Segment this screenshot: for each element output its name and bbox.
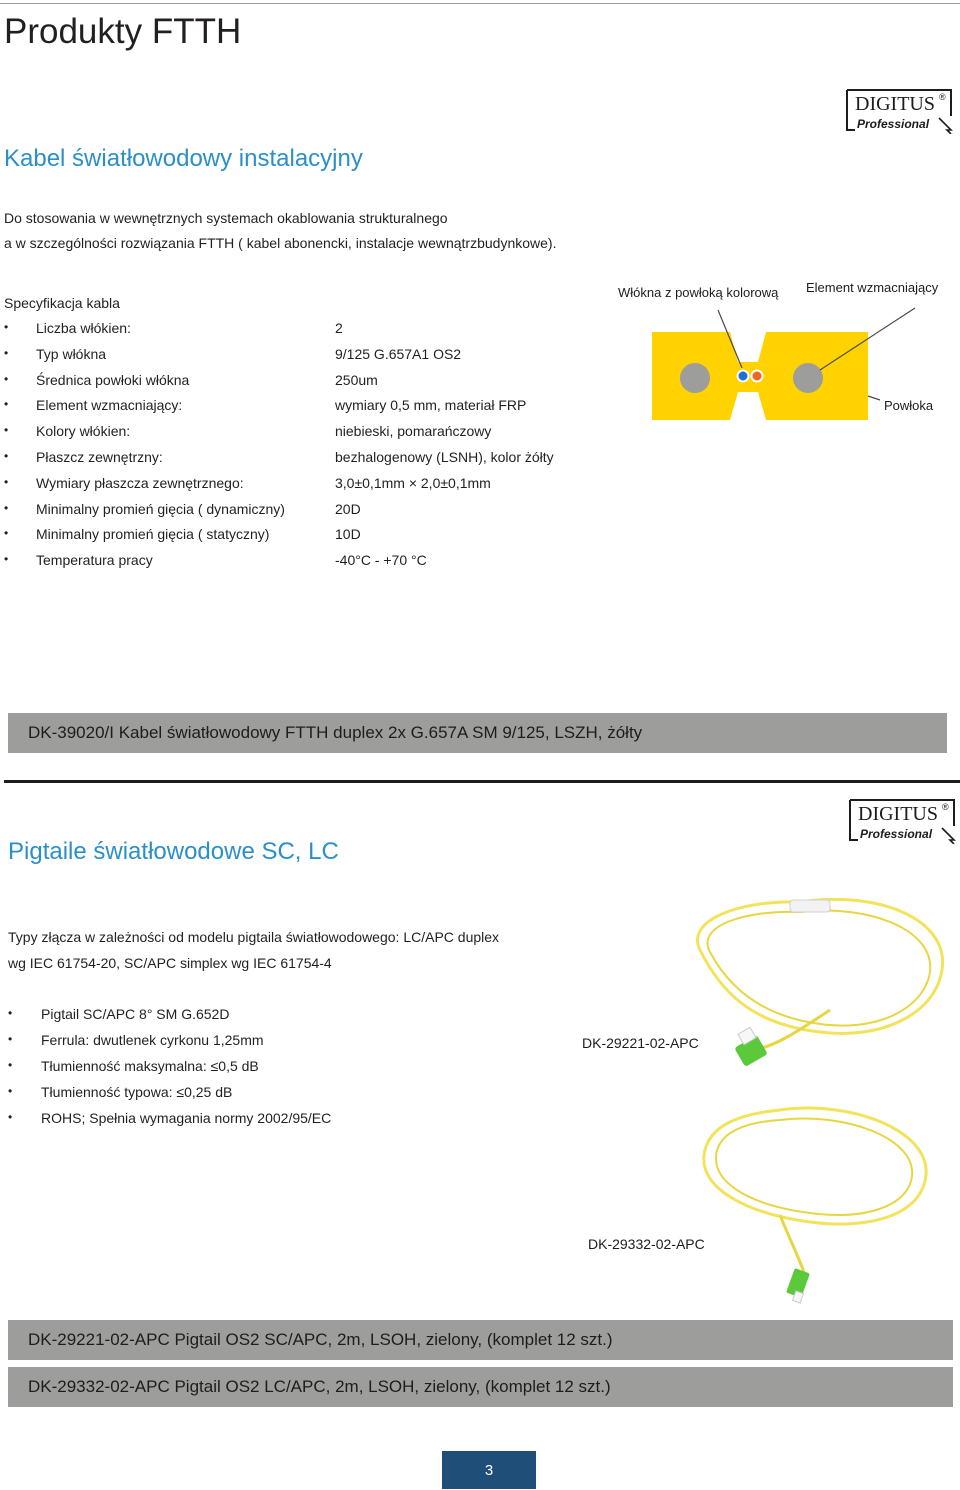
list-item: • Tłumienność typowa: ≤0,25 dB [8,1084,233,1100]
svg-text:Professional: Professional [860,827,933,841]
spec-row: • Kolory włókien: niebieski, pomarańczowy [4,423,492,440]
svg-text:DIGITUS: DIGITUS [855,93,935,115]
spec-row: • Liczba włókien: 2 [4,320,343,336]
spec-heading: Specyfikacja kabla [4,295,120,311]
cable-cross-section-diagram [640,300,960,440]
cable-section-title: Kabel światłowodowy instalacyjny [4,145,363,172]
svg-text:®: ® [942,802,949,812]
list-item: • ROHS; Spełnia wymagania normy 2002/95/EC [8,1110,332,1126]
lc-product-banner: DK-29332-02-APC Pigtail OS2 LC/APC, 2m, LSOH, zielony, (komplet 12 szt.) [8,1367,953,1407]
diagram-label-strength: Element wzmacniający [806,280,939,295]
strength-member-left [680,363,710,393]
spec-row: • Wymiary płaszcza zewnętrznego: 3,0±0,1mm × 2,0±0,1mm [4,474,491,491]
cable-intro-line1: Do stosowania w wewnętrznych systemach okablowania strukturalnego [4,210,448,226]
svg-text:DIGITUS: DIGITUS [858,803,938,825]
diagram-label-coating: Powłoka [884,398,934,413]
sc-product-banner: DK-29221-02-APC Pigtail OS2 SC/APC, 2m, LSOH, zielony, (komplet 12 szt.) [8,1320,953,1360]
cable-intro-line2: a w szczególności rozwiązania FTTH ( kabel abonencki, instalacje wewnątrzbudynkowe). [4,235,557,251]
lc-pigtail-image [690,1100,940,1310]
spec-row: • Element wzmacniający: wymiary 0,5 mm, materiał FRP [4,397,527,414]
diagram-label-fibers: Włókna z powłoką kolorową [618,285,779,300]
pigtail-feature-list [8,1001,568,1131]
top-rule [0,3,960,4]
svg-text:Professional: Professional [857,117,930,131]
spec-row: • Płaszcz zewnętrzny: bezhalogenowy (LSNH), kolor żółty [4,448,554,465]
product-label-sc: DK-29221-02-APC [582,1035,699,1051]
spec-list [4,316,604,574]
list-item: • Ferrula: dwutlenek cyrkonu 1,25mm [8,1032,264,1048]
spec-row: • Minimalny promień gięcia ( dynamiczny) 20D [4,500,361,517]
pigtails-intro-line2: wg IEC 61754-20, SC/APC simplex wg IEC 61754-4 [8,955,332,971]
digitus-logo [846,796,958,849]
cable-product-banner: DK-39020/I Kabel światłowodowy FTTH duplex 2x G.657A SM 9/125, LSZH, żółty [8,713,947,753]
sc-pigtail-image [680,890,960,1090]
section-divider [4,780,960,783]
pigtails-section-title: Pigtaile światłowodowe SC, LC [8,838,339,865]
svg-text:®: ® [939,92,946,102]
spec-row: • Minimalny promień gięcia ( statyczny) 10D [4,526,361,543]
spec-row: • Temperatura pracy -40°C - +70 °C [4,552,427,569]
fiber-blue [738,371,749,382]
leader-line-coating [868,396,880,400]
page-number: 3 [442,1451,536,1489]
digitus-logo [843,86,955,139]
fiber-orange [752,371,763,382]
spec-row: • Typ włókna 9/125 G.657A1 OS2 [4,345,462,362]
list-item: • Tłumienność maksymalna: ≤0,5 dB [8,1058,259,1074]
list-item: • Pigtail SC/APC 8° SM G.652D [8,1006,230,1022]
strength-member-right [793,363,823,393]
spec-row: • Średnica powłoki włókna 250um [4,371,378,388]
pigtails-intro-line1: Typy złącza w zależności od modelu pigtaila światłowodowego: LC/APC duplex [8,929,500,945]
product-label-lc: DK-29332-02-APC [588,1236,705,1252]
page-title: Produkty FTTH [4,12,242,51]
